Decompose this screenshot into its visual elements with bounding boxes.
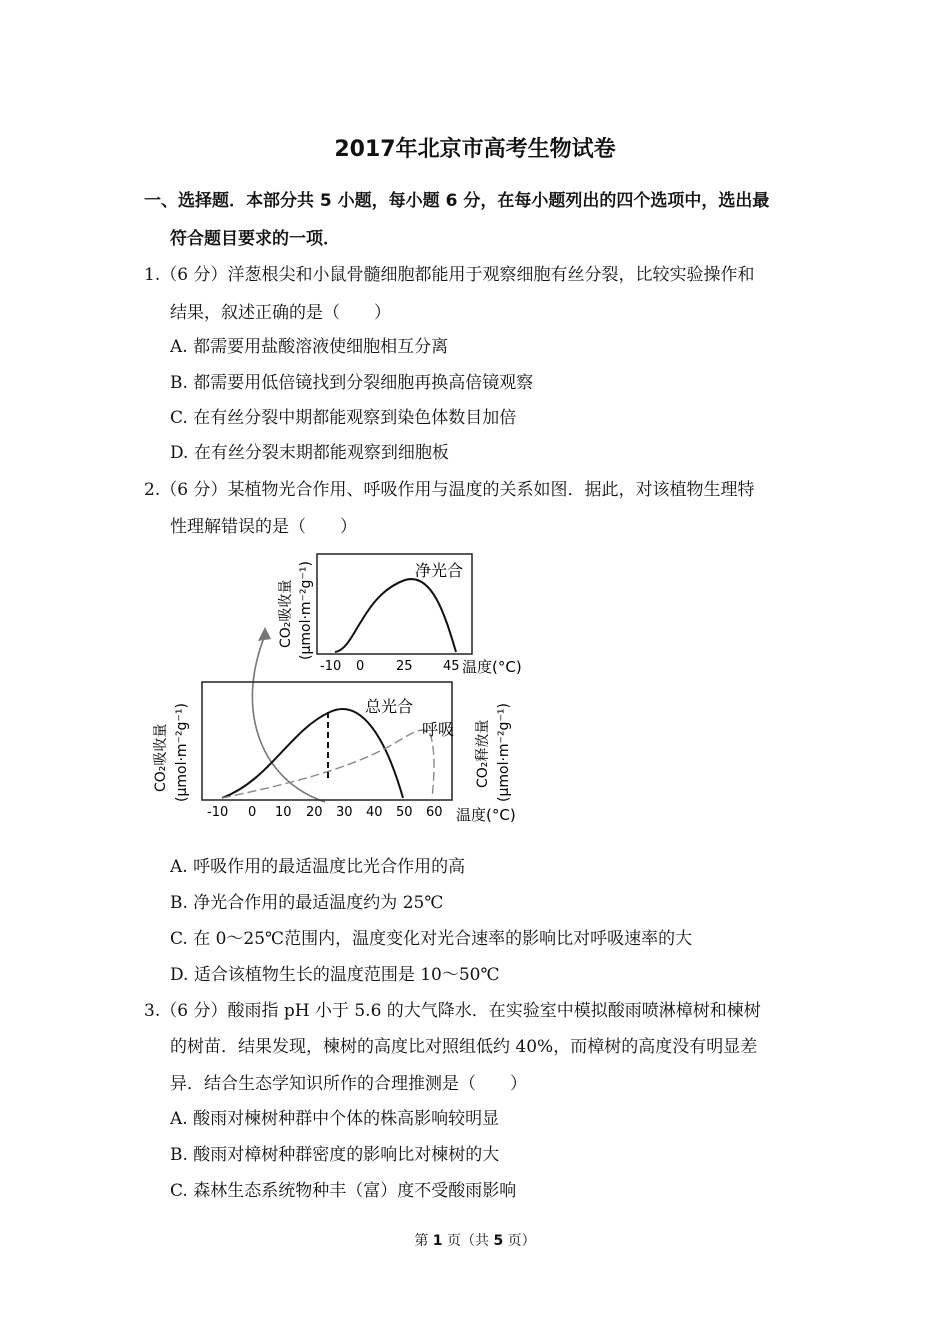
q1-stem-cont: 结果，叙述正确的是（ ） <box>170 303 391 323</box>
q1-option-b: B. 都需要用低倍镜找到分裂细胞再换高倍镜观察 <box>170 373 534 393</box>
bottom-x-tick-4: 20 <box>306 805 323 820</box>
top-xlabel: 温度(°C) <box>462 658 522 676</box>
net-photosynthesis-curve <box>335 579 456 652</box>
bottom-x-tick-1: -10 <box>207 805 229 820</box>
section-heading-cont: 符合题目要求的一项． <box>170 229 340 249</box>
arrow-head <box>258 627 271 641</box>
top-ylabel-2: (μmol·m⁻²g⁻¹) <box>298 561 314 660</box>
q2-option-d: D. 适合该植物生长的温度范围是 10～50℃ <box>170 965 500 985</box>
footer-suffix: 页） <box>507 1233 536 1249</box>
q3-stem-cont-1: 的树苗．结果发现，楝树的高度比对照组低约 40%，而樟树的高度没有明显差 <box>170 1037 758 1057</box>
bottom-xlabel: 温度(°C) <box>456 806 516 824</box>
q1-stem: 1.（6 分）洋葱根尖和小鼠骨髓细胞都能用于观察细胞有丝分裂，比较实验操作和 <box>144 265 755 285</box>
footer-prefix: 第 <box>414 1233 429 1249</box>
page-footer <box>0 1230 950 1250</box>
footer-total-pages: 5 <box>493 1233 504 1249</box>
link-arrow <box>252 635 325 802</box>
page-title: 2017年北京市高考生物试卷 <box>334 137 616 162</box>
respiration-label: 呼吸 <box>422 720 455 739</box>
q2-option-a: A. 呼吸作用的最适温度比光合作用的高 <box>170 857 466 877</box>
q1-option-a: A. 都需要用盐酸溶液使细胞相互分离 <box>170 337 449 357</box>
net-photosynthesis-label: 净光合 <box>415 561 464 580</box>
top-x-tick-3: 25 <box>396 659 413 674</box>
bottom-ylabel-right-2: (μmol·m⁻²g⁻¹) <box>496 703 512 802</box>
footer-page-number: 1 <box>432 1233 443 1249</box>
q2-option-b: B. 净光合作用的最适温度约为 25℃ <box>170 893 444 913</box>
q2-stem: 2.（6 分）某植物光合作用、呼吸作用与温度的关系如图．据此，对该植物生理特 <box>144 480 755 500</box>
q3-stem-cont-2: 异．结合生态学知识所作的合理推测是（ ） <box>170 1074 527 1094</box>
bottom-x-tick-7: 50 <box>396 805 413 820</box>
gross-photosynthesis-label: 总光合 <box>365 697 414 716</box>
bottom-x-tick-2: 0 <box>248 805 257 820</box>
q3-stem: 3.（6 分）酸雨指 pH 小于 5.6 的大气降水．在实验室中模拟酸雨喷淋樟树和楝树 <box>144 1001 761 1021</box>
section-heading: 一、选择题．本部分共 5 小题，每小题 6 分，在每小题列出的四个选项中，选出最 <box>144 191 770 211</box>
q1-option-d: D. 在有丝分裂末期都能观察到细胞板 <box>170 443 449 463</box>
footer-middle: 页（共 <box>447 1233 489 1249</box>
q2-option-c: C. 在 0～25℃范围内，温度变化对光合速率的影响比对呼吸速率的大 <box>170 929 693 949</box>
top-x-tick-1: -10 <box>320 659 342 674</box>
bottom-ylabel-right-1: CO₂释放量 <box>475 719 491 788</box>
bottom-ylabel-left-2: (μmol·m⁻²g⁻¹) <box>174 703 190 802</box>
bottom-x-tick-3: 10 <box>275 805 292 820</box>
q2-stem-cont: 性理解错误的是（ ） <box>170 517 357 537</box>
top-x-tick-4: 45 <box>443 659 460 674</box>
bottom-x-tick-8: 60 <box>426 805 443 820</box>
q3-option-b: B. 酸雨对樟树种群密度的影响比对楝树的大 <box>170 1145 500 1165</box>
top-ylabel-1: CO₂吸收量 <box>278 579 294 648</box>
bottom-x-tick-6: 40 <box>366 805 383 820</box>
top-x-tick-2: 0 <box>356 659 365 674</box>
q3-option-c: C. 森林生态系统物种丰（富）度不受酸雨影响 <box>170 1181 517 1201</box>
bottom-ylabel-left-1: CO₂吸收量 <box>153 723 169 792</box>
q1-option-c: C. 在有丝分裂中期都能观察到染色体数目加倍 <box>170 408 517 428</box>
bottom-x-tick-5: 30 <box>336 805 353 820</box>
temperature-figure <box>140 540 550 840</box>
q3-option-a: A. 酸雨对楝树种群中个体的株高影响较明显 <box>170 1109 500 1129</box>
